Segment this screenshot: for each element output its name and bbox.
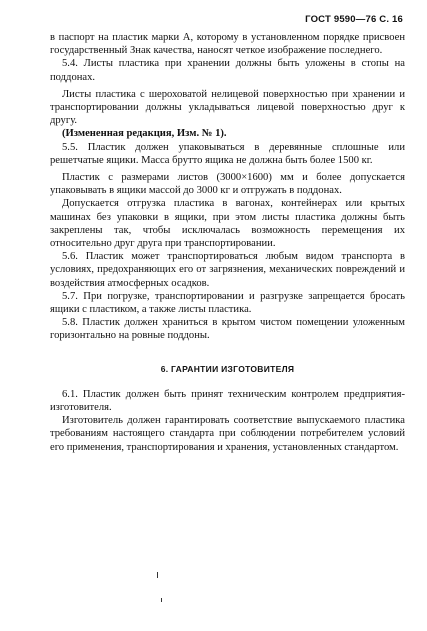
amendment-note: (Измененная редакция, Изм. № 1). [62,128,227,140]
page-header: ГОСТ 9590—76 С. 16 [305,14,403,25]
paragraph-5-4: 5.4. Листы пластика при хранении должны быть уложены в стопы на поддонах. [50,58,405,83]
paragraph-large-sheets: Пластик с размерами листов (3000×1600) мм и более допускается упаковывать в ящики массой до 3000 кг и отгружать в поддонах. [50,172,405,197]
section-title: 6. ГАРАНТИИ ИЗГОТОВИТЕЛЯ [160,363,295,374]
paragraph-5-5: 5.5. Пластик должен упаковываться в деревянные сплошные или решетчатые ящики. Масса брутто ящика не должна быть более 1500 кг. [50,141,405,166]
paragraph-unpacked-shipping: Допускается отгрузка пластика в вагонах, контейнерах или крытых машинах без упаковки в ящики, при этом листы пластика должны быть закреплены так, чтобы исключалась возможность перемещения их относительно друг друга при транспортировании. [50,198,405,250]
paragraph-passport: в паспорт на пластик марки А, которому в установленном порядке присвоен государственный Знак качества, наносят четкое изображение последнего. [50,32,405,57]
paragraph-5-6: 5.6. Пластик может транспортироваться любым видом транспорта в условиях, предохраняющих его от загрязнения, механических повреждений и воздействия атмосферных осадков. [50,251,405,289]
paragraph-6-1: 6.1. Пластик должен быть принят техническим контролем предприятия-изготовителя. [50,388,405,414]
scan-speck [161,598,162,602]
paragraph-5-8: 5.8. Пластик должен храниться в крытом чистом помещении уложенным горизонтально на ровные поддоны. [50,317,405,342]
scan-speck [157,572,158,578]
paragraph-manufacturer-guarantee: Изготовитель должен гарантировать соответствие выпускаемого пластика требованиям настоящего стандарта при соблюдении потребителем условий его применения, транспортирования и хранения, установленных стандартом. [50,415,405,453]
document-body [50,31,405,454]
paragraph-5-7: 5.7. При погрузке, транспортировании и разгрузке запрещается бросать ящики с пластиком, а также листы пластика. [50,290,405,316]
paragraph-rough-sheets: Листы пластика с шероховатой нелицевой поверхностью при хранении и транспортировании должны укладываться лицевой поверхностью друг к другу. [50,88,405,127]
